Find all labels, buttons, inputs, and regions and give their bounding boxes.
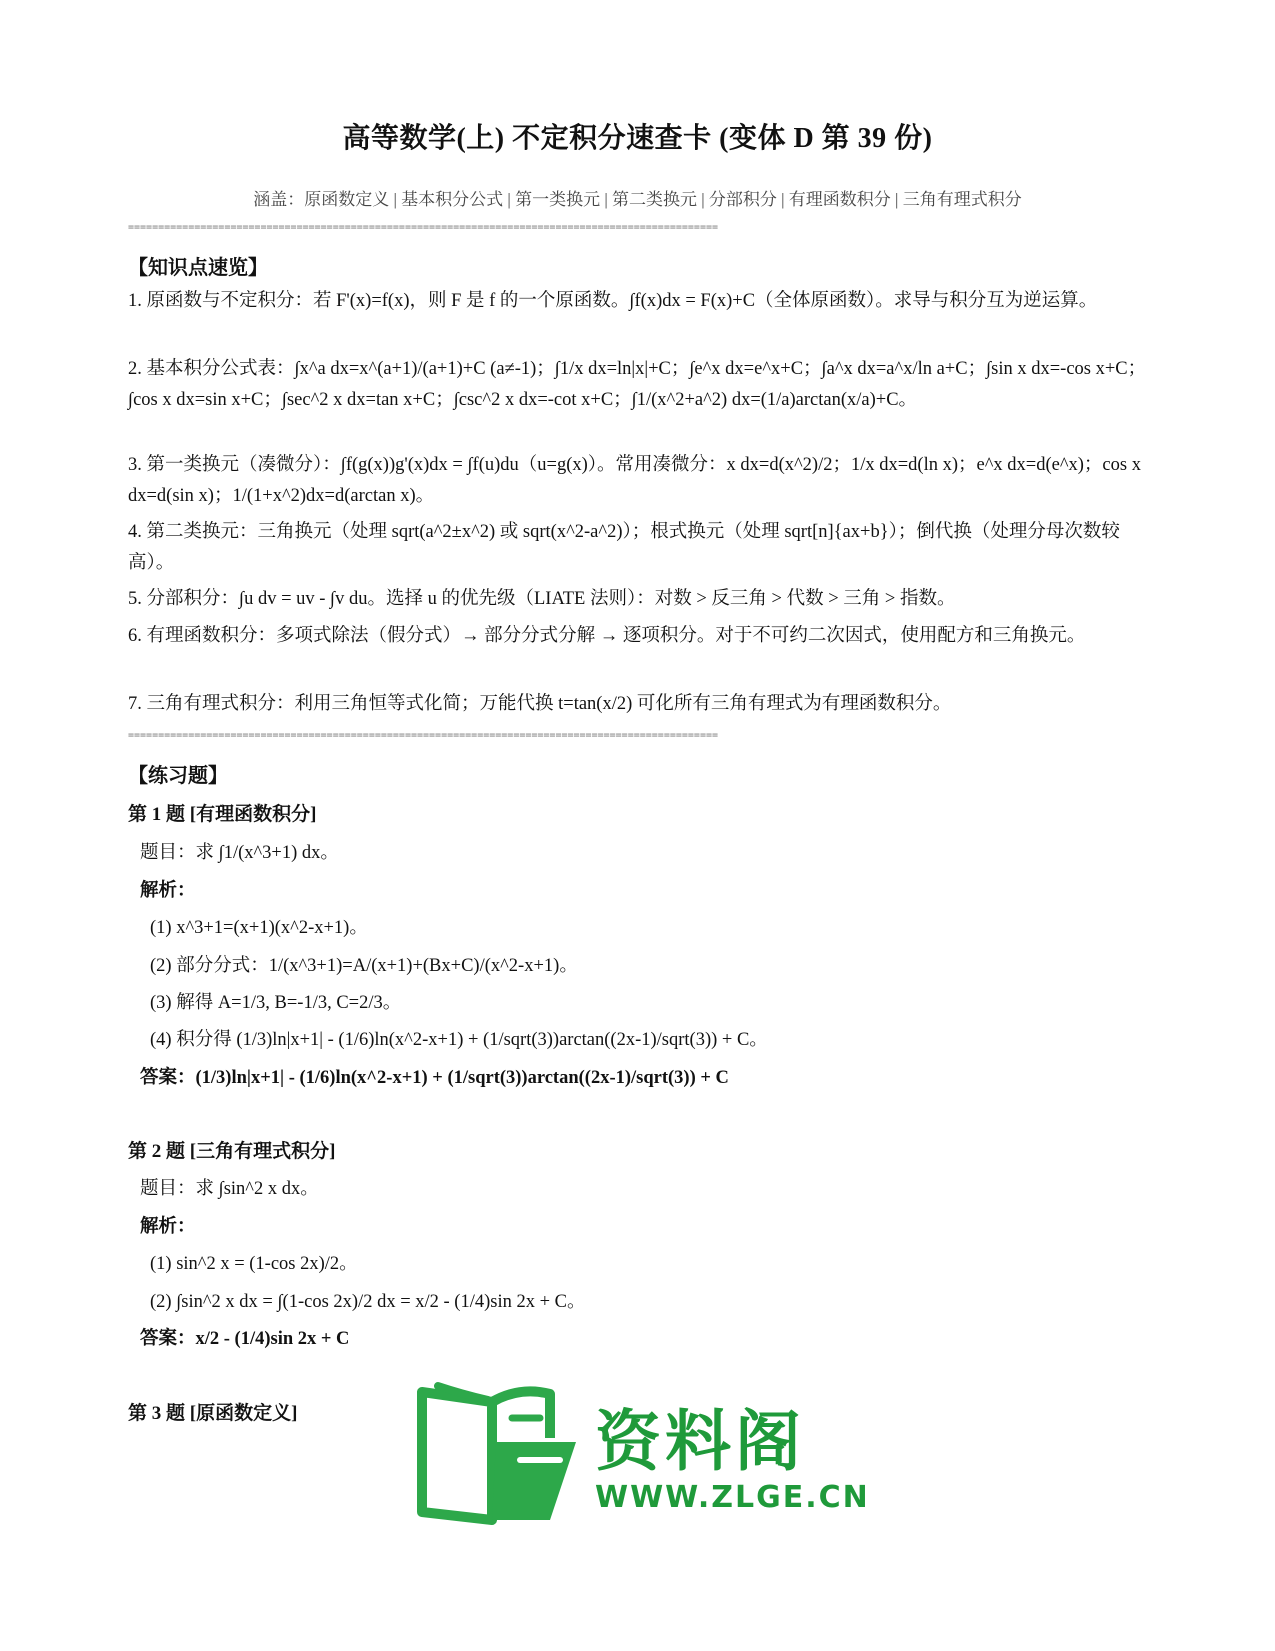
knowledge-item: 6. 有理函数积分：多项式除法（假分式）→ 部分分式分解 → 逐项积分。对于不可约二次因式，使用配方和三角换元。 xyxy=(128,626,1086,646)
question-heading: 第 3 题 [原函数定义] xyxy=(128,1403,298,1424)
analysis-label: 解析： xyxy=(140,881,196,901)
answer-line: 答案：x/2 - (1/4)sin 2x + C xyxy=(140,1329,350,1349)
practice-heading: 【练习题】 xyxy=(128,765,228,787)
question-problem: 题目：求 ∫sin^2 x dx。 xyxy=(140,1179,319,1199)
knowledge-item: 7. 三角有理式积分：利用三角恒等式化简；万能代换 t=tan(x/2) 可化所有三角有理式为有理函数积分。 xyxy=(128,694,952,714)
question-heading: 第 1 题 [有理函数积分] xyxy=(128,804,317,825)
analysis-label: 解析： xyxy=(140,1217,196,1237)
answer-line: 答案：(1/3)ln|x+1| - (1/6)ln(x^2-x+1) + (1/sqrt(3))arctan((2x-1)/sqrt(3)) + C xyxy=(140,1068,729,1088)
analysis-step: (2) 部分分式：1/(x^3+1)=A/(x+1)+(Bx+C)/(x^2-x+1)。 xyxy=(150,956,578,976)
knowledge-item: 5. 分部积分：∫u dv = uv - ∫v du。选择 u 的优先级（LIATE 法则）：对数 > 反三角 > 代数 > 三角 > 指数。 xyxy=(128,589,956,609)
page-title: 高等数学(上) 不定积分速查卡 (变体 D 第 39 份) xyxy=(342,123,933,154)
analysis-step: (1) sin^2 x = (1-cos 2x)/2。 xyxy=(150,1254,358,1274)
page-subtitle: 涵盖：原函数定义 | 基本积分公式 | 第一类换元 | 第二类换元 | 分部积分 | 有理函数积分 | 三角有理式积分 xyxy=(253,190,1022,209)
knowledge-item: 4. 第二类换元：三角换元（处理 sqrt(a^2±x^2) 或 sqrt(x^2-a^2)）；根式换元（处理 sqrt[n]{ax+b}）；倒代换（处理分母次数较高）。 xyxy=(128,522,1120,573)
separator-line: ================================================================================================== xyxy=(128,730,719,741)
knowledge-heading: 【知识点速览】 xyxy=(128,257,268,279)
knowledge-item: 2. 基本积分公式表：∫x^a dx=x^(a+1)/(a+1)+C (a≠-1)；∫1/x dx=ln|x|+C；∫e^x dx=e^x+C；∫a^x dx=a^x/ln a+C；∫sin x dx=-cos x+C；∫cos x dx=sin x+C；∫sec^2 x dx=tan x+C；∫csc^2 x dx=-cot x+C；∫1/(x^2+a^2) dx=(1/a)arctan(x/a)+C。 xyxy=(128,359,1147,410)
knowledge-item: 1. 原函数与不定积分：若 F'(x)=f(x)，则 F 是 f 的一个原函数。∫f(x)dx = F(x)+C（全体原函数）。求导与积分互为逆运算。 xyxy=(128,291,1098,311)
analysis-step: (4) 积分得 (1/3)ln|x+1| - (1/6)ln(x^2-x+1) + (1/sqrt(3))arctan((2x-1)/sqrt(3)) + C。 xyxy=(150,1030,768,1050)
question-heading: 第 2 题 [三角有理式积分] xyxy=(128,1141,336,1162)
open-book-folder-icon xyxy=(400,1380,580,1525)
separator-line: ================================================================================================== xyxy=(128,222,719,233)
analysis-step: (2) ∫sin^2 x dx = ∫(1-cos 2x)/2 dx = x/2 - (1/4)sin 2x + C。 xyxy=(150,1292,586,1312)
watermark-url: WWW.ZLGE.CN xyxy=(595,1480,870,1515)
analysis-step: (1) x^3+1=(x+1)(x^2-x+1)。 xyxy=(150,918,368,938)
watermark-logo xyxy=(400,1380,870,1530)
question-problem: 题目：求 ∫1/(x^3+1) dx。 xyxy=(140,843,339,863)
knowledge-item: 3. 第一类换元（凑微分）：∫f(g(x))g'(x)dx = ∫f(u)du（u=g(x)）。常用凑微分：x dx=d(x^2)/2；1/x dx=d(ln x)；e^x dx=d(e^x)；cos x dx=d(sin x)；1/(1+x^2)dx=d(arctan x)。 xyxy=(128,455,1141,506)
analysis-step: (3) 解得 A=1/3, B=-1/3, C=2/3。 xyxy=(150,993,402,1013)
watermark-name: 资料阁 xyxy=(595,1403,805,1480)
